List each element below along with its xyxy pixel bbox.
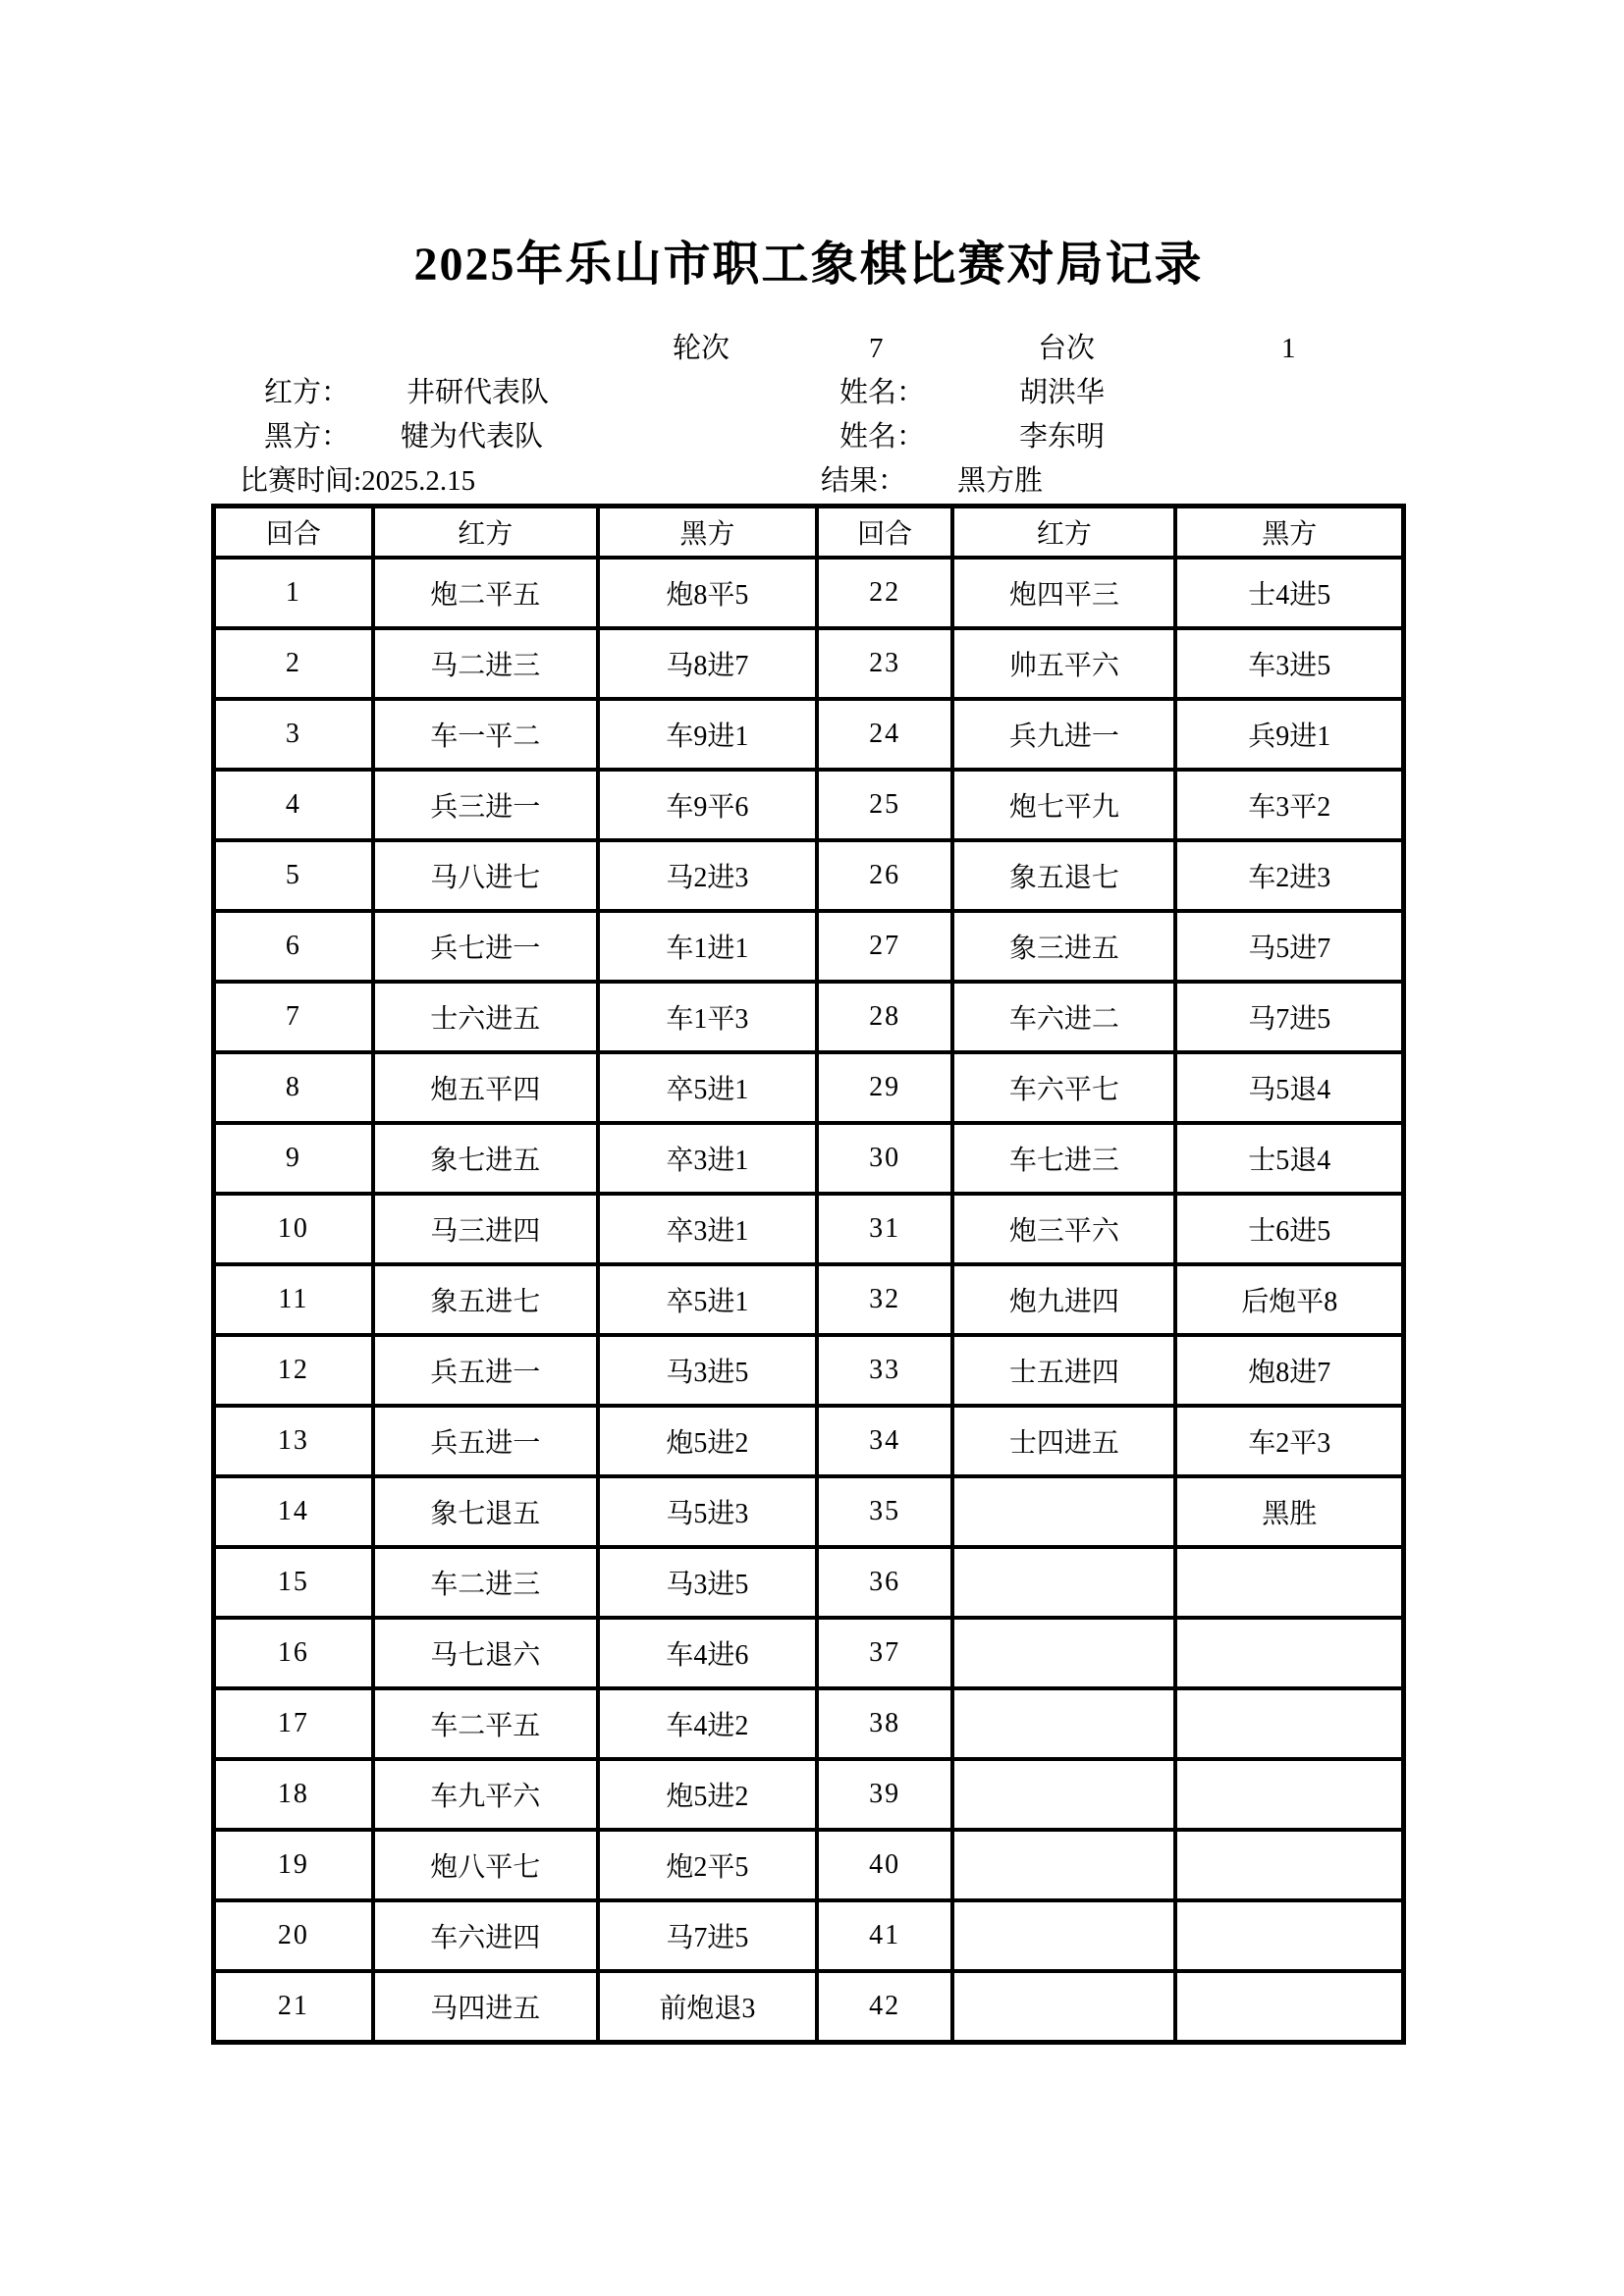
black-move-cell: 马8进7 bbox=[598, 628, 817, 699]
round-cell: 14 bbox=[214, 1476, 373, 1547]
column-header: 黑方 bbox=[1175, 507, 1403, 559]
match-time bbox=[240, 459, 475, 504]
red-move-cell bbox=[952, 1547, 1175, 1618]
black-move-cell: 车2进3 bbox=[1175, 840, 1403, 911]
black-move-cell: 马5进3 bbox=[598, 1476, 817, 1547]
black-move-cell: 炮5进2 bbox=[598, 1406, 817, 1476]
red-move-cell: 马七退六 bbox=[373, 1618, 598, 1688]
black-move-cell: 马2进3 bbox=[598, 840, 817, 911]
round-cell: 22 bbox=[817, 558, 952, 628]
table-row bbox=[214, 699, 1404, 770]
red-move-cell: 炮七平九 bbox=[952, 770, 1175, 840]
round-cell: 5 bbox=[214, 840, 373, 911]
red-move-cell: 兵九进一 bbox=[952, 699, 1175, 770]
red-move-cell: 车二平五 bbox=[373, 1688, 598, 1759]
black-move-cell: 后炮平8 bbox=[1175, 1264, 1403, 1335]
round-cell: 9 bbox=[214, 1123, 373, 1194]
black-move-cell: 车4进2 bbox=[598, 1688, 817, 1759]
black-move-cell bbox=[1175, 1618, 1403, 1688]
column-header: 回合 bbox=[817, 507, 952, 559]
round-cell: 4 bbox=[214, 770, 373, 840]
table-row bbox=[214, 1052, 1404, 1123]
red-move-cell: 车九平六 bbox=[373, 1759, 598, 1830]
round-cell: 18 bbox=[214, 1759, 373, 1830]
table-row bbox=[214, 1123, 1404, 1194]
round-cell: 16 bbox=[214, 1618, 373, 1688]
board-label: 台次 bbox=[1038, 333, 1096, 364]
black-move-cell: 前炮退3 bbox=[598, 1971, 817, 2043]
red-move-cell: 兵五进一 bbox=[373, 1406, 598, 1476]
red-move-cell: 兵七进一 bbox=[373, 911, 598, 982]
round-cell: 31 bbox=[817, 1194, 952, 1264]
round-cell: 13 bbox=[214, 1406, 373, 1476]
red-side-label: 红方： bbox=[264, 377, 351, 408]
red-move-cell: 兵三进一 bbox=[373, 770, 598, 840]
table-row bbox=[214, 558, 1404, 628]
black-move-cell: 炮8平5 bbox=[598, 558, 817, 628]
round-cell: 28 bbox=[817, 982, 952, 1052]
round-cell: 37 bbox=[817, 1618, 952, 1688]
round-cell: 20 bbox=[214, 1900, 373, 1971]
black-move-cell: 车9进1 bbox=[598, 699, 817, 770]
round-cell: 32 bbox=[817, 1264, 952, 1335]
red-move-cell: 象七退五 bbox=[373, 1476, 598, 1547]
page-title: 2025年乐山市职工象棋比赛对局记录 bbox=[413, 239, 1204, 291]
red-move-cell: 炮五平四 bbox=[373, 1052, 598, 1123]
red-move-cell: 车二进三 bbox=[373, 1547, 598, 1618]
red-move-cell: 兵五进一 bbox=[373, 1335, 598, 1406]
black-move-cell: 马7进5 bbox=[598, 1900, 817, 1971]
red-move-cell: 车六平七 bbox=[952, 1052, 1175, 1123]
red-move-cell: 炮八平七 bbox=[373, 1830, 598, 1900]
round-cell: 26 bbox=[817, 840, 952, 911]
round-cell: 19 bbox=[214, 1830, 373, 1900]
table-row bbox=[214, 1194, 1404, 1264]
black-move-cell: 马5进7 bbox=[1175, 911, 1403, 982]
black-move-cell: 车3进5 bbox=[1175, 628, 1403, 699]
black-move-cell: 黑胜 bbox=[1175, 1476, 1403, 1547]
round-cell: 36 bbox=[817, 1547, 952, 1618]
table-row bbox=[214, 1900, 1404, 1971]
red-move-cell: 炮九进四 bbox=[952, 1264, 1175, 1335]
black-move-cell bbox=[1175, 1547, 1403, 1618]
round-cell: 38 bbox=[817, 1688, 952, 1759]
match-meta bbox=[211, 327, 1406, 504]
red-team-value: 井研代表队 bbox=[406, 377, 550, 408]
round-value: 7 bbox=[869, 333, 884, 364]
red-player-name-label: 姓名： bbox=[839, 377, 926, 408]
red-move-cell bbox=[952, 1759, 1175, 1830]
round-cell: 17 bbox=[214, 1688, 373, 1759]
red-move-cell: 车六进二 bbox=[952, 982, 1175, 1052]
red-move-cell: 士四进五 bbox=[952, 1406, 1175, 1476]
table-row bbox=[214, 770, 1404, 840]
red-player-name-value: 胡洪华 bbox=[1019, 377, 1106, 408]
header-row bbox=[214, 507, 1404, 559]
black-move-cell: 车2平3 bbox=[1175, 1406, 1403, 1476]
red-move-cell bbox=[952, 1900, 1175, 1971]
column-header: 红方 bbox=[373, 507, 598, 559]
black-move-cell bbox=[1175, 1759, 1403, 1830]
black-move-cell: 车3平2 bbox=[1175, 770, 1403, 840]
red-move-cell: 士五进四 bbox=[952, 1335, 1175, 1406]
round-cell: 42 bbox=[817, 1971, 952, 2043]
red-move-cell bbox=[952, 1476, 1175, 1547]
red-move-cell: 象五退七 bbox=[952, 840, 1175, 911]
black-move-cell: 马3进5 bbox=[598, 1335, 817, 1406]
table-row bbox=[214, 628, 1404, 699]
red-move-cell: 炮三平六 bbox=[952, 1194, 1175, 1264]
table-row bbox=[214, 982, 1404, 1052]
black-move-cell: 炮2平5 bbox=[598, 1830, 817, 1900]
round-cell: 12 bbox=[214, 1335, 373, 1406]
red-move-cell: 车七进三 bbox=[952, 1123, 1175, 1194]
black-move-cell: 卒5进1 bbox=[598, 1052, 817, 1123]
red-move-cell: 象五进七 bbox=[373, 1264, 598, 1335]
black-player-name-label: 姓名： bbox=[839, 421, 926, 453]
meta-line-time-result bbox=[211, 459, 1406, 504]
black-move-cell: 卒3进1 bbox=[598, 1123, 817, 1194]
round-cell: 34 bbox=[817, 1406, 952, 1476]
round-cell: 24 bbox=[817, 699, 952, 770]
table-row bbox=[214, 1688, 1404, 1759]
black-move-cell: 卒3进1 bbox=[598, 1194, 817, 1264]
round-cell: 39 bbox=[817, 1759, 952, 1830]
round-cell: 21 bbox=[214, 1971, 373, 2043]
black-move-cell: 车4进6 bbox=[598, 1618, 817, 1688]
black-move-cell: 炮5进2 bbox=[598, 1759, 817, 1830]
black-move-cell: 马5退4 bbox=[1175, 1052, 1403, 1123]
black-move-cell bbox=[1175, 1830, 1403, 1900]
red-move-cell: 马八进七 bbox=[373, 840, 598, 911]
table-row bbox=[214, 1264, 1404, 1335]
round-cell: 7 bbox=[214, 982, 373, 1052]
red-move-cell: 马三进四 bbox=[373, 1194, 598, 1264]
round-cell: 10 bbox=[214, 1194, 373, 1264]
round-cell: 8 bbox=[214, 1052, 373, 1123]
column-header: 红方 bbox=[952, 507, 1175, 559]
black-move-cell: 车1进1 bbox=[598, 911, 817, 982]
black-player-name-value: 李东明 bbox=[1019, 421, 1106, 453]
round-label: 轮次 bbox=[673, 333, 731, 364]
table-row bbox=[214, 1406, 1404, 1476]
round-cell: 35 bbox=[817, 1476, 952, 1547]
board-value: 1 bbox=[1281, 333, 1296, 364]
record-sheet bbox=[211, 239, 1406, 2045]
round-cell: 23 bbox=[817, 628, 952, 699]
moves-tbody bbox=[214, 558, 1404, 2043]
black-move-cell: 士4进5 bbox=[1175, 558, 1403, 628]
black-move-cell: 士5退4 bbox=[1175, 1123, 1403, 1194]
red-move-cell bbox=[952, 1971, 1175, 2043]
moves-table bbox=[211, 504, 1406, 2045]
meta-line-round bbox=[211, 327, 1406, 371]
black-move-cell bbox=[1175, 1971, 1403, 2043]
column-header: 黑方 bbox=[598, 507, 817, 559]
round-cell: 2 bbox=[214, 628, 373, 699]
red-move-cell: 车一平二 bbox=[373, 699, 598, 770]
red-move-cell: 马二进三 bbox=[373, 628, 598, 699]
round-cell: 15 bbox=[214, 1547, 373, 1618]
red-move-cell bbox=[952, 1830, 1175, 1900]
black-move-cell: 马7进5 bbox=[1175, 982, 1403, 1052]
red-move-cell: 炮二平五 bbox=[373, 558, 598, 628]
black-move-cell bbox=[1175, 1688, 1403, 1759]
black-move-cell: 士6进5 bbox=[1175, 1194, 1403, 1264]
red-move-cell: 象三进五 bbox=[952, 911, 1175, 982]
column-header: 回合 bbox=[214, 507, 373, 559]
red-move-cell: 车六进四 bbox=[373, 1900, 598, 1971]
table-row bbox=[214, 1971, 1404, 2043]
round-cell: 11 bbox=[214, 1264, 373, 1335]
match-time-value: 2025.2.15 bbox=[361, 465, 476, 497]
table-row bbox=[214, 1476, 1404, 1547]
black-move-cell: 炮8进7 bbox=[1175, 1335, 1403, 1406]
black-team-value: 犍为代表队 bbox=[401, 421, 544, 453]
table-row bbox=[214, 1335, 1404, 1406]
meta-line-black bbox=[211, 415, 1406, 459]
red-move-cell: 马四进五 bbox=[373, 1971, 598, 2043]
result-label: 结果： bbox=[821, 465, 907, 497]
round-cell: 30 bbox=[817, 1123, 952, 1194]
round-cell: 3 bbox=[214, 699, 373, 770]
table-row bbox=[214, 1830, 1404, 1900]
round-cell: 29 bbox=[817, 1052, 952, 1123]
table-row bbox=[214, 1547, 1404, 1618]
red-move-cell: 炮四平三 bbox=[952, 558, 1175, 628]
red-move-cell bbox=[952, 1688, 1175, 1759]
match-time-label: 比赛时间: bbox=[240, 465, 362, 497]
black-move-cell: 车1平3 bbox=[598, 982, 817, 1052]
black-move-cell: 车9平6 bbox=[598, 770, 817, 840]
round-cell: 40 bbox=[817, 1830, 952, 1900]
red-move-cell: 象七进五 bbox=[373, 1123, 598, 1194]
table-row bbox=[214, 1618, 1404, 1688]
table-row bbox=[214, 1759, 1404, 1830]
red-move-cell: 士六进五 bbox=[373, 982, 598, 1052]
round-cell: 27 bbox=[817, 911, 952, 982]
black-move-cell bbox=[1175, 1900, 1403, 1971]
result-value: 黑方胜 bbox=[957, 465, 1044, 497]
black-move-cell: 卒5进1 bbox=[598, 1264, 817, 1335]
table-row bbox=[214, 840, 1404, 911]
meta-line-red bbox=[211, 371, 1406, 415]
round-cell: 33 bbox=[817, 1335, 952, 1406]
round-cell: 1 bbox=[214, 558, 373, 628]
round-cell: 25 bbox=[817, 770, 952, 840]
red-move-cell bbox=[952, 1618, 1175, 1688]
black-side-label: 黑方： bbox=[264, 421, 351, 453]
round-cell: 6 bbox=[214, 911, 373, 982]
black-move-cell: 马3进5 bbox=[598, 1547, 817, 1618]
table-row bbox=[214, 911, 1404, 982]
black-move-cell: 兵9进1 bbox=[1175, 699, 1403, 770]
round-cell: 41 bbox=[817, 1900, 952, 1971]
red-move-cell: 帅五平六 bbox=[952, 628, 1175, 699]
